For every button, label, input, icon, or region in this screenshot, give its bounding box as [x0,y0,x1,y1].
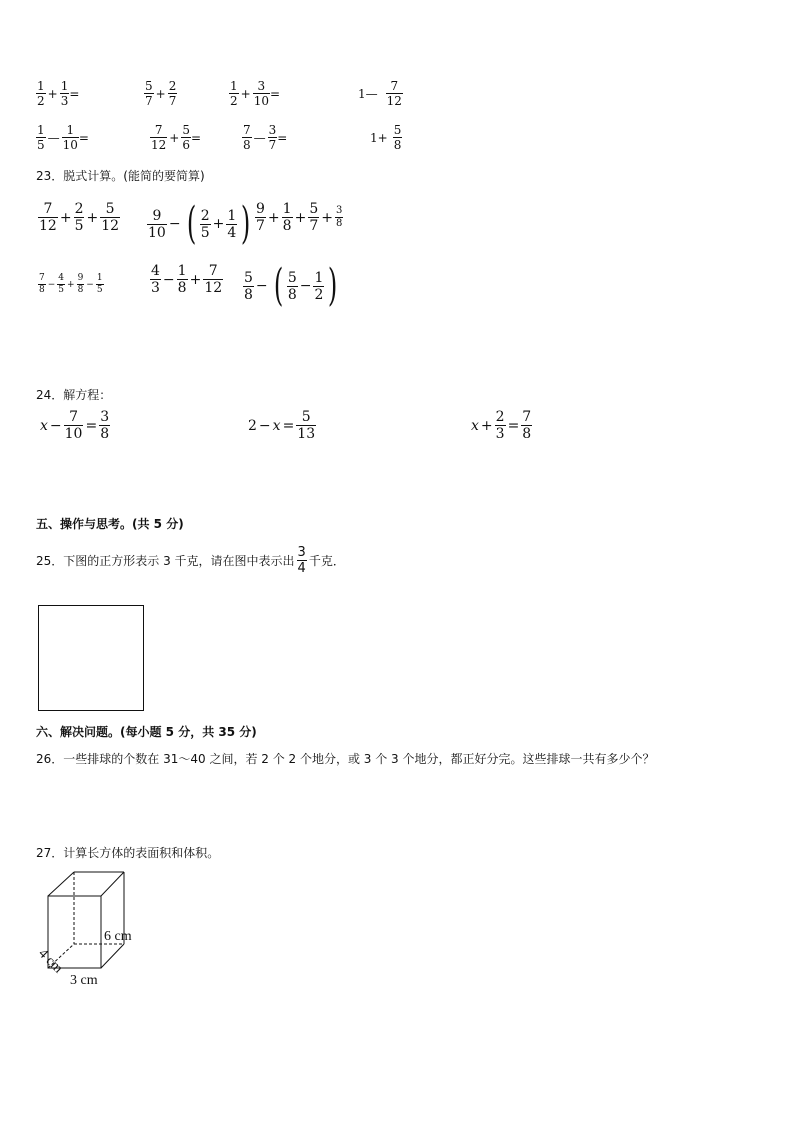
q23-expr-6: 5 8 − ( 5 8 − $\frac{1}{2}$ ) [244,260,338,311]
q24-equation-3: x + $\frac{2}{3}$ = $\frac{7}{8}$ [471,409,532,442]
question-25: 25．下图的正方形表示 3 千克，请在图中表示出 3 4 千克． [36,545,345,576]
q23-expr-3: 9 7 + $\frac{1}{8}$ + $\frac{5}{7}$ + $\frac{3}{8}$ [256,201,343,234]
section-5-heading: 五、操作与思考。(共 5 分) [36,517,184,531]
section-6-heading: 六、解决问题。(每小题 5 分，共 35 分) [36,725,257,739]
q23-expr-4: 7 8 − $\frac{4}{5}$ + $\frac{9}{8}$ − $\frac{1}{5}$ [39,273,103,295]
oral-calc-2: 5 7 + $\frac{2}{7}$ [145,79,177,108]
cuboid-length-label: 3 cm [70,973,98,988]
q23-expr-1: 7 12 + $\frac{2}{5}$ + $\frac{5}{12}$ [39,201,120,234]
oral-calc-4: 1— 7 12 [358,79,402,108]
cuboid-height-label: 6 cm [104,929,132,944]
oral-calc-8: 1+ 5 8 [370,123,402,152]
cuboid-width-label: 4 cm [35,946,66,977]
question-24-label: 24．解方程： [36,388,112,402]
q23-expr-5: 4 3 − $\frac{1}{8}$ + $\frac{7}{12}$ [151,263,223,296]
oral-calc-3: 1 2 + $\frac{3}{10}$ = [230,79,281,108]
oral-calc-7: 7 8 — $\frac{3}{7}$ = [243,123,288,152]
q24-equation-1: x − $\frac{7}{10}$ = $\frac{3}{8}$ [40,409,110,442]
question-26: 26．一些排球的个数在 31～40 之间，若 2 个 2 个地分，或 3 个 3 个地分，都正好分完。这些排球一共有多少个？ [36,752,655,766]
oral-calc-5: 1 5 — $\frac{1}{10}$ = [37,123,89,152]
question-23-label: 23．脱式计算。(能简的要简算) [36,169,205,183]
question-27: 27．计算长方体的表面积和体积。 [36,846,220,860]
cuboid-figure [30,866,160,991]
oral-calc-1: 1 2 + $\frac{1}{3}$ = [37,79,80,108]
square-figure [38,605,144,711]
q23-expr-2: 9 10 − ( 2 5 + $\frac{1}{4}$ ) [148,198,251,249]
q24-equation-2: 2 − x = $\frac{5}{13}$ [248,409,316,442]
oral-calc-6: 7 12 + $\frac{5}{6}$ = [151,123,202,152]
